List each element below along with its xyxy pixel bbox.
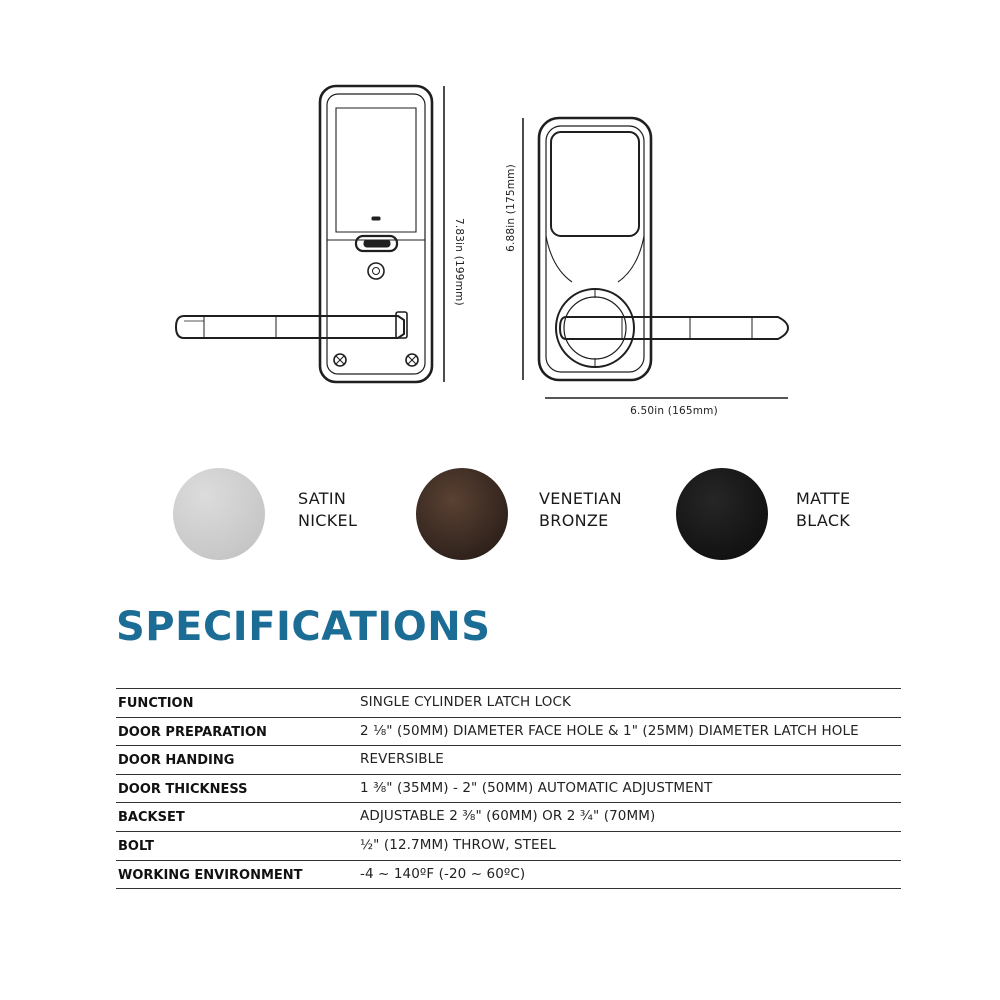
matte-black-label: MATTE BLACK (796, 489, 851, 530)
spec-value: SINGLE CYLINDER LATCH LOCK (360, 694, 571, 710)
spec-label: DOOR THICKNESS (118, 781, 248, 797)
spec-label: WORKING ENVIRONMENT (118, 867, 303, 883)
spec-value: 2 ⅛" (50MM) DIAMETER FACE HOLE & 1" (25MM) DIAMETER LATCH HOLE (360, 722, 859, 739)
specifications-title: SPECIFICATIONS (116, 604, 491, 650)
specifications-table (116, 688, 901, 889)
spec-value: ADJUSTABLE 2 ⅜" (60MM) OR 2 ¾" (70MM) (360, 808, 656, 825)
spec-value: -4 ~ 140ºF (-20 ~ 60ºC) (360, 865, 526, 882)
spec-row-door-thickness (116, 774, 901, 803)
lock-front-view (176, 86, 432, 382)
lock-dimension-diagram (0, 0, 1000, 440)
finish-satin-nickel (173, 468, 373, 560)
side-height-label: 6.88in (175mm) (505, 164, 517, 252)
spec-row-function (116, 688, 901, 717)
venetian-bronze-swatch (416, 468, 508, 560)
spec-label: DOOR HANDING (118, 753, 235, 769)
spec-row-door-preparation (116, 717, 901, 746)
spec-label: BOLT (118, 838, 154, 854)
spec-label: DOOR PREPARATION (118, 724, 267, 740)
width-label: 6.50in (165mm) (630, 405, 718, 417)
finish-venetian-bronze (416, 468, 646, 560)
matte-black-swatch (676, 468, 768, 560)
satin-nickel-swatch (173, 468, 265, 560)
front-height-label: 7.83in (199mm) (453, 218, 465, 306)
spec-row-backset (116, 802, 901, 831)
satin-nickel-label: SATIN NICKEL (298, 489, 358, 530)
spec-value: 1 ⅜" (35MM) - 2" (50MM) AUTOMATIC ADJUSTMENT (360, 779, 713, 796)
venetian-bronze-label: VENETIAN BRONZE (539, 489, 622, 530)
lock-side-view (539, 118, 788, 380)
spec-row-door-handing (116, 745, 901, 774)
spec-row-working-environment (116, 860, 901, 890)
spec-value: REVERSIBLE (360, 751, 444, 768)
spec-label: FUNCTION (118, 696, 194, 711)
spec-value: ½" (12.7MM) THROW, STEEL (360, 836, 556, 853)
finish-matte-black (676, 468, 876, 560)
spec-row-bolt (116, 831, 901, 860)
spec-label: BACKSET (118, 810, 185, 826)
